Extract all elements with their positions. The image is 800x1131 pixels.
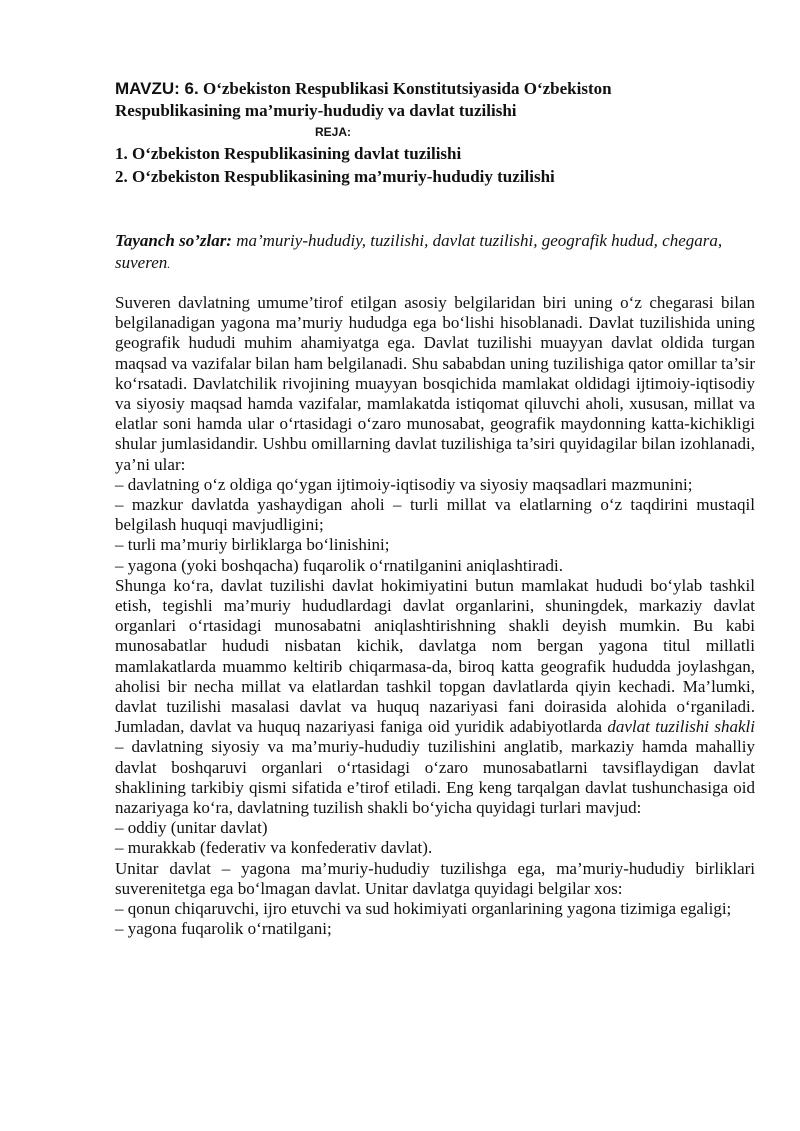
paragraph-2-part-b: – davlatning siyosiy va ma’muriy-hududiy tuzilishini anglatib, markaziy hamda mahalliy davlat boshqaruvi organlari o‘rtasidagi o‘zaro munosabatlarni tavsiflaydigan davlat shaklining tarkibiy qismi sifatida e’tirof etiladi. Eng keng tarqalgan davlat tushunchasiga oid nazariyaga ko‘ra, davlatning tuzilish shakli bo‘yicha quyidagi turlari mavjud: [115,737,755,818]
list-item: – yagona fuqarolik o‘rnatilgani; [115,919,332,939]
paragraph-2-part-a: Shunga ko‘ra, davlat tuzilishi davlat hokimiyatini butun mamlakat hududi bo‘ylab tashkil etish, tegishli ma’muriy hududlardagi davlat organlarini, shuningdek, markaziy davlat organlari o‘rtasidagi munosabatni aniqlashtirishning shakli deyish mumkin. Bu kabi munosabatlar hududi nisbatan kichik, davlatga nom bergan yagona titul millatli mamlakatlarda muammo keltirib chiqarmasa-da, biroq katta geografik hududda joylashgan, aholisi bir necha millat va elatlardan tashkil topgan davlatlarda qiyin kechadi. Ma’lumki, davlat tuzilishi masalasi davlat va huquq nazariyasi fani doirasida alohida o‘rganiladi. Jumladan, davlat va huquq nazariyasi faniga oid yuridik adabiyotlarda [115,575,755,737]
body-text [115,293,755,940]
keywords-end: . [167,257,171,271]
list-item: – turli ma’muriy birliklarga bo‘linishini; [115,535,390,555]
keywords-label: Tayanch so’zlar: [115,231,232,250]
list-item: – mazkur davlatda yashaydigan aholi – turli millat va elatlarning o‘z taqdirini mustaqil belgilash huquqi mavjudligini; [115,495,755,535]
topic-title-text-1: O‘zbekiston Respublikasi Konstitutsiyasida O‘zbekiston [203,79,612,98]
list-item: – qonun chiqaruvchi, ijro etuvchi va sud hokimiyati organlarining yagona tizimiga egaligi; [115,899,732,919]
list-item: – davlatning o‘z oldiga qo‘ygan ijtimoiy-iqtisodiy va siyosiy maqsadlari mazmunini; [115,474,693,494]
topic-title-line-1 [115,78,755,100]
document-page [115,78,755,940]
topic-prefix: MAVZU: 6. [115,79,199,98]
plan-heading: REJA: [315,125,352,139]
paragraph-2-italic-term: davlat tuzilishi shakli [607,717,755,737]
topic-title-line-2: Respublikasining ma’muriy-hududiy va davlat tuzilishi [115,101,517,120]
plan-item-2: 2. O‘zbekiston Respublikasining ma’muriy-hududiy tuzilishi [115,167,555,186]
paragraph-1: Suveren davlatning umume’tirof etilgan asosiy belgilaridan biri uning o‘z chegarasi bilan belgilanadigan yagona ma’muriy hududga ega bo‘lishi hisoblanadi. Davlat tuzilishida uning geografik hududi muhim ahamiyatga ega. Davlat tuzilishi muayyan davlat oldida turgan maqsad va vazifalar bilan ham belgilanadi. Shu sababdan uning tuzilishiga qator omillar ta’sir ko‘rsatadi. Davlatchilik rivojining muayyan bosqichida mamlakat oldidagi ijtimoiy-iqtisodiy va siyosiy maqsad hamda vazifalar, mamlakatda istiqomat qiluvchi aholi, xususan, millat va elatlar soni hamda ular o‘rtasidagi o‘zaro munosabat, geografik maydonning katta-kichikligi shular jumlasidandir. Ushbu omillarning davlat tuzilishiga ta’siri quyidagilar bilan izohlanadi, ya’ni ular: [115,293,755,474]
list-item: – yagona (yoki boshqacha) fuqarolik o‘rnatilganini aniqlashtiradi. [115,555,564,575]
list-item: – murakkab (federativ va konfederativ davlat). [115,838,433,858]
keywords-block [115,230,755,275]
plan-item-1: 1. O‘zbekiston Respublikasining davlat tuzilishi [115,144,462,163]
keywords-text: ma’muriy-hududiy, tuzilishi, davlat tuzilishi, geografik hudud, chegara, suveren [115,231,723,272]
list-item: – oddiy (unitar davlat) [115,818,268,838]
paragraph-3: Unitar davlat – yagona ma’muriy-hududiy tuzilishga ega, ma’muriy-hududiy birliklari suverenitetga ega bo‘lmagan davlat. Unitar davlatga quyidagi belgilar xos: [115,858,755,898]
paragraph-2 [115,576,755,818]
